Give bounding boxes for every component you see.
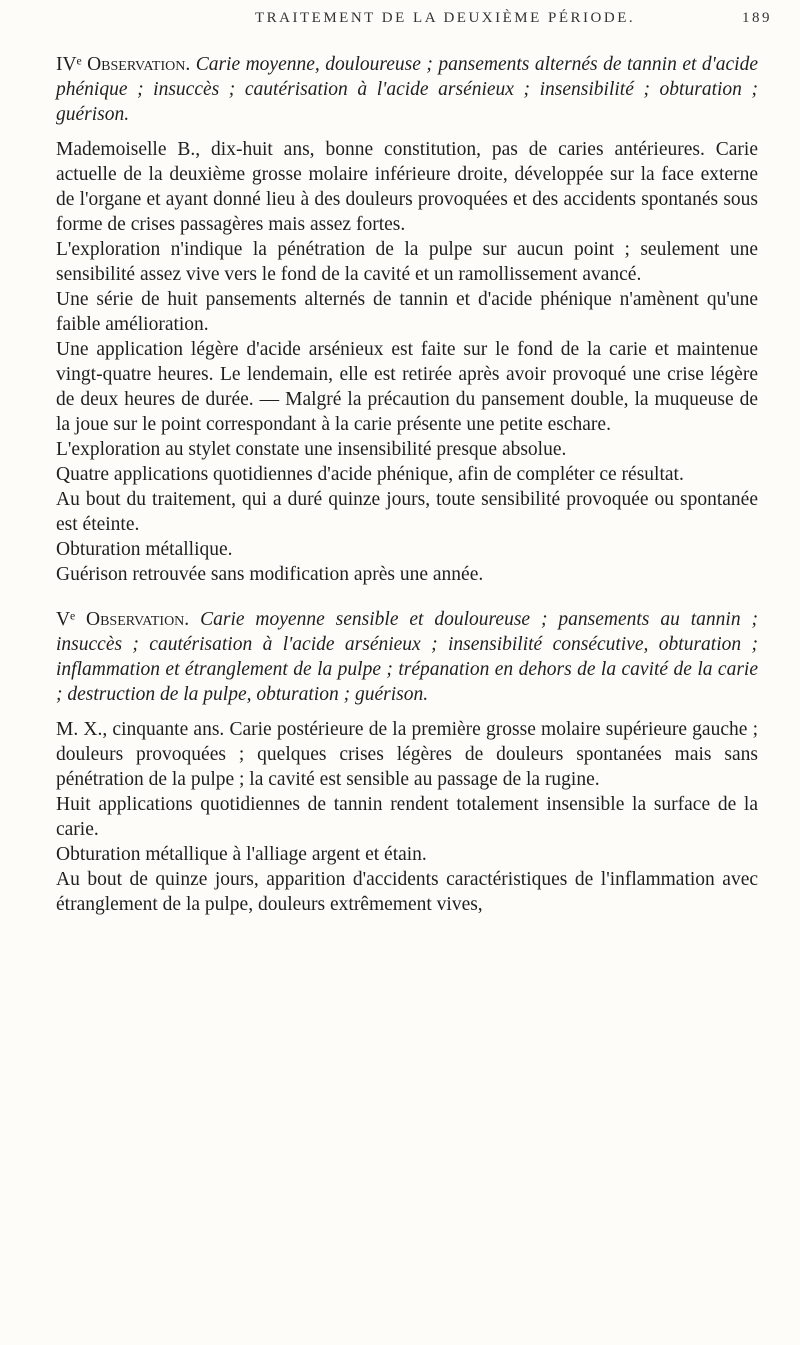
- observation-4-title: Carie moyenne, douloureuse ; pansements alternés de tannin et d'acide phénique ; insuccès ; cautérisation à l'acide arsénieux ; insensibilité ; obturation ; guérison.: [56, 54, 759, 125]
- observation-5-heading: [56, 607, 758, 707]
- observation-5-title: Carie moyenne sensible et douloureuse ; pansements au tannin ; insuccès ; cautérisation à l'acide arsénieux ; insensibilité consécutive, obturation ; inflammation et étranglement de la pulpe ; trépanation en dehors de la cavité de la carie ; destruction de la pulpe, obturation ; guérison.: [56, 609, 758, 705]
- observation-4: [56, 52, 758, 587]
- observation-5-paragraph: M. X., cinquante ans. Carie postérieure de la première grosse molaire supérieure gauche ; douleurs provoquées ; quelques crises légères de douleurs spontanées mais sans pénétration de la pulpe ; la cavité est sensible au passage de la rugine.: [56, 719, 758, 790]
- running-head-title: TRAITEMENT DE LA DEUXIÈME PÉRIODE.: [255, 10, 636, 26]
- running-head: [0, 4, 800, 30]
- observation-4-paragraph: L'exploration n'indique la pénétration de la pulpe sur aucun point ; seulement une sensibilité assez vive vers le fond de la cavité et un ramollissement avancé.: [56, 239, 758, 285]
- observation-4-paragraph: Une série de huit pansements alternés de tannin et d'acide phénique n'amènent qu'une faible amélioration.: [56, 289, 758, 335]
- page-number: 189: [742, 10, 772, 26]
- observation-5-paragraph: Huit applications quotidiennes de tannin rendent totalement insensible la surface de la carie.: [56, 794, 758, 840]
- observation-4-paragraph: Obturation métallique.: [56, 539, 233, 560]
- observation-5-label: Observation.: [86, 609, 190, 630]
- body-text: [56, 52, 758, 917]
- observation-4-paragraph: Mademoiselle B., dix-huit ans, bonne constitution, pas de caries antérieures. Carie actuelle de la deuxième grosse molaire inférieure droite, développée sur la face externe de l'organe et ayant donné lieu à des douleurs provoquées et des accidents spontanés sous forme de crises passagères mais assez fortes.: [56, 139, 758, 235]
- observation-4-heading: [56, 52, 758, 127]
- observation-5-paragraph: Obturation métallique à l'alliage argent et étain.: [56, 844, 427, 865]
- observation-4-paragraph: L'exploration au stylet constate une insensibilité presque absolue.: [56, 439, 567, 460]
- observation-5: [56, 607, 758, 917]
- observation-5-number: Vᵉ: [56, 609, 76, 630]
- observation-4-paragraph: Au bout du traitement, qui a duré quinze jours, toute sensibilité provoquée ou spontanée est éteinte.: [56, 489, 758, 535]
- section-gap: [56, 587, 758, 607]
- observation-4-paragraph: Une application légère d'acide arsénieux est faite sur le fond de la carie et maintenue vingt-quatre heures. Le lendemain, elle est retirée après avoir provoqué une crise légère de deux heures de durée. — Malgré la précaution du pansement double, la muqueuse de la joue sur le point correspondant à la carie présente une petite eschare.: [56, 339, 758, 435]
- observation-4-label: Observation.: [87, 54, 191, 75]
- observation-4-paragraph: Quatre applications quotidiennes d'acide phénique, afin de compléter ce résultat.: [56, 464, 684, 485]
- observation-4-paragraph: Guérison retrouvée sans modification après une année.: [56, 564, 484, 585]
- observation-5-paragraph: Au bout de quinze jours, apparition d'accidents caractéristiques de l'inflammation avec étranglement de la pulpe, douleurs extrêmement vives,: [56, 869, 758, 915]
- observation-4-number: IVᵉ: [56, 54, 82, 75]
